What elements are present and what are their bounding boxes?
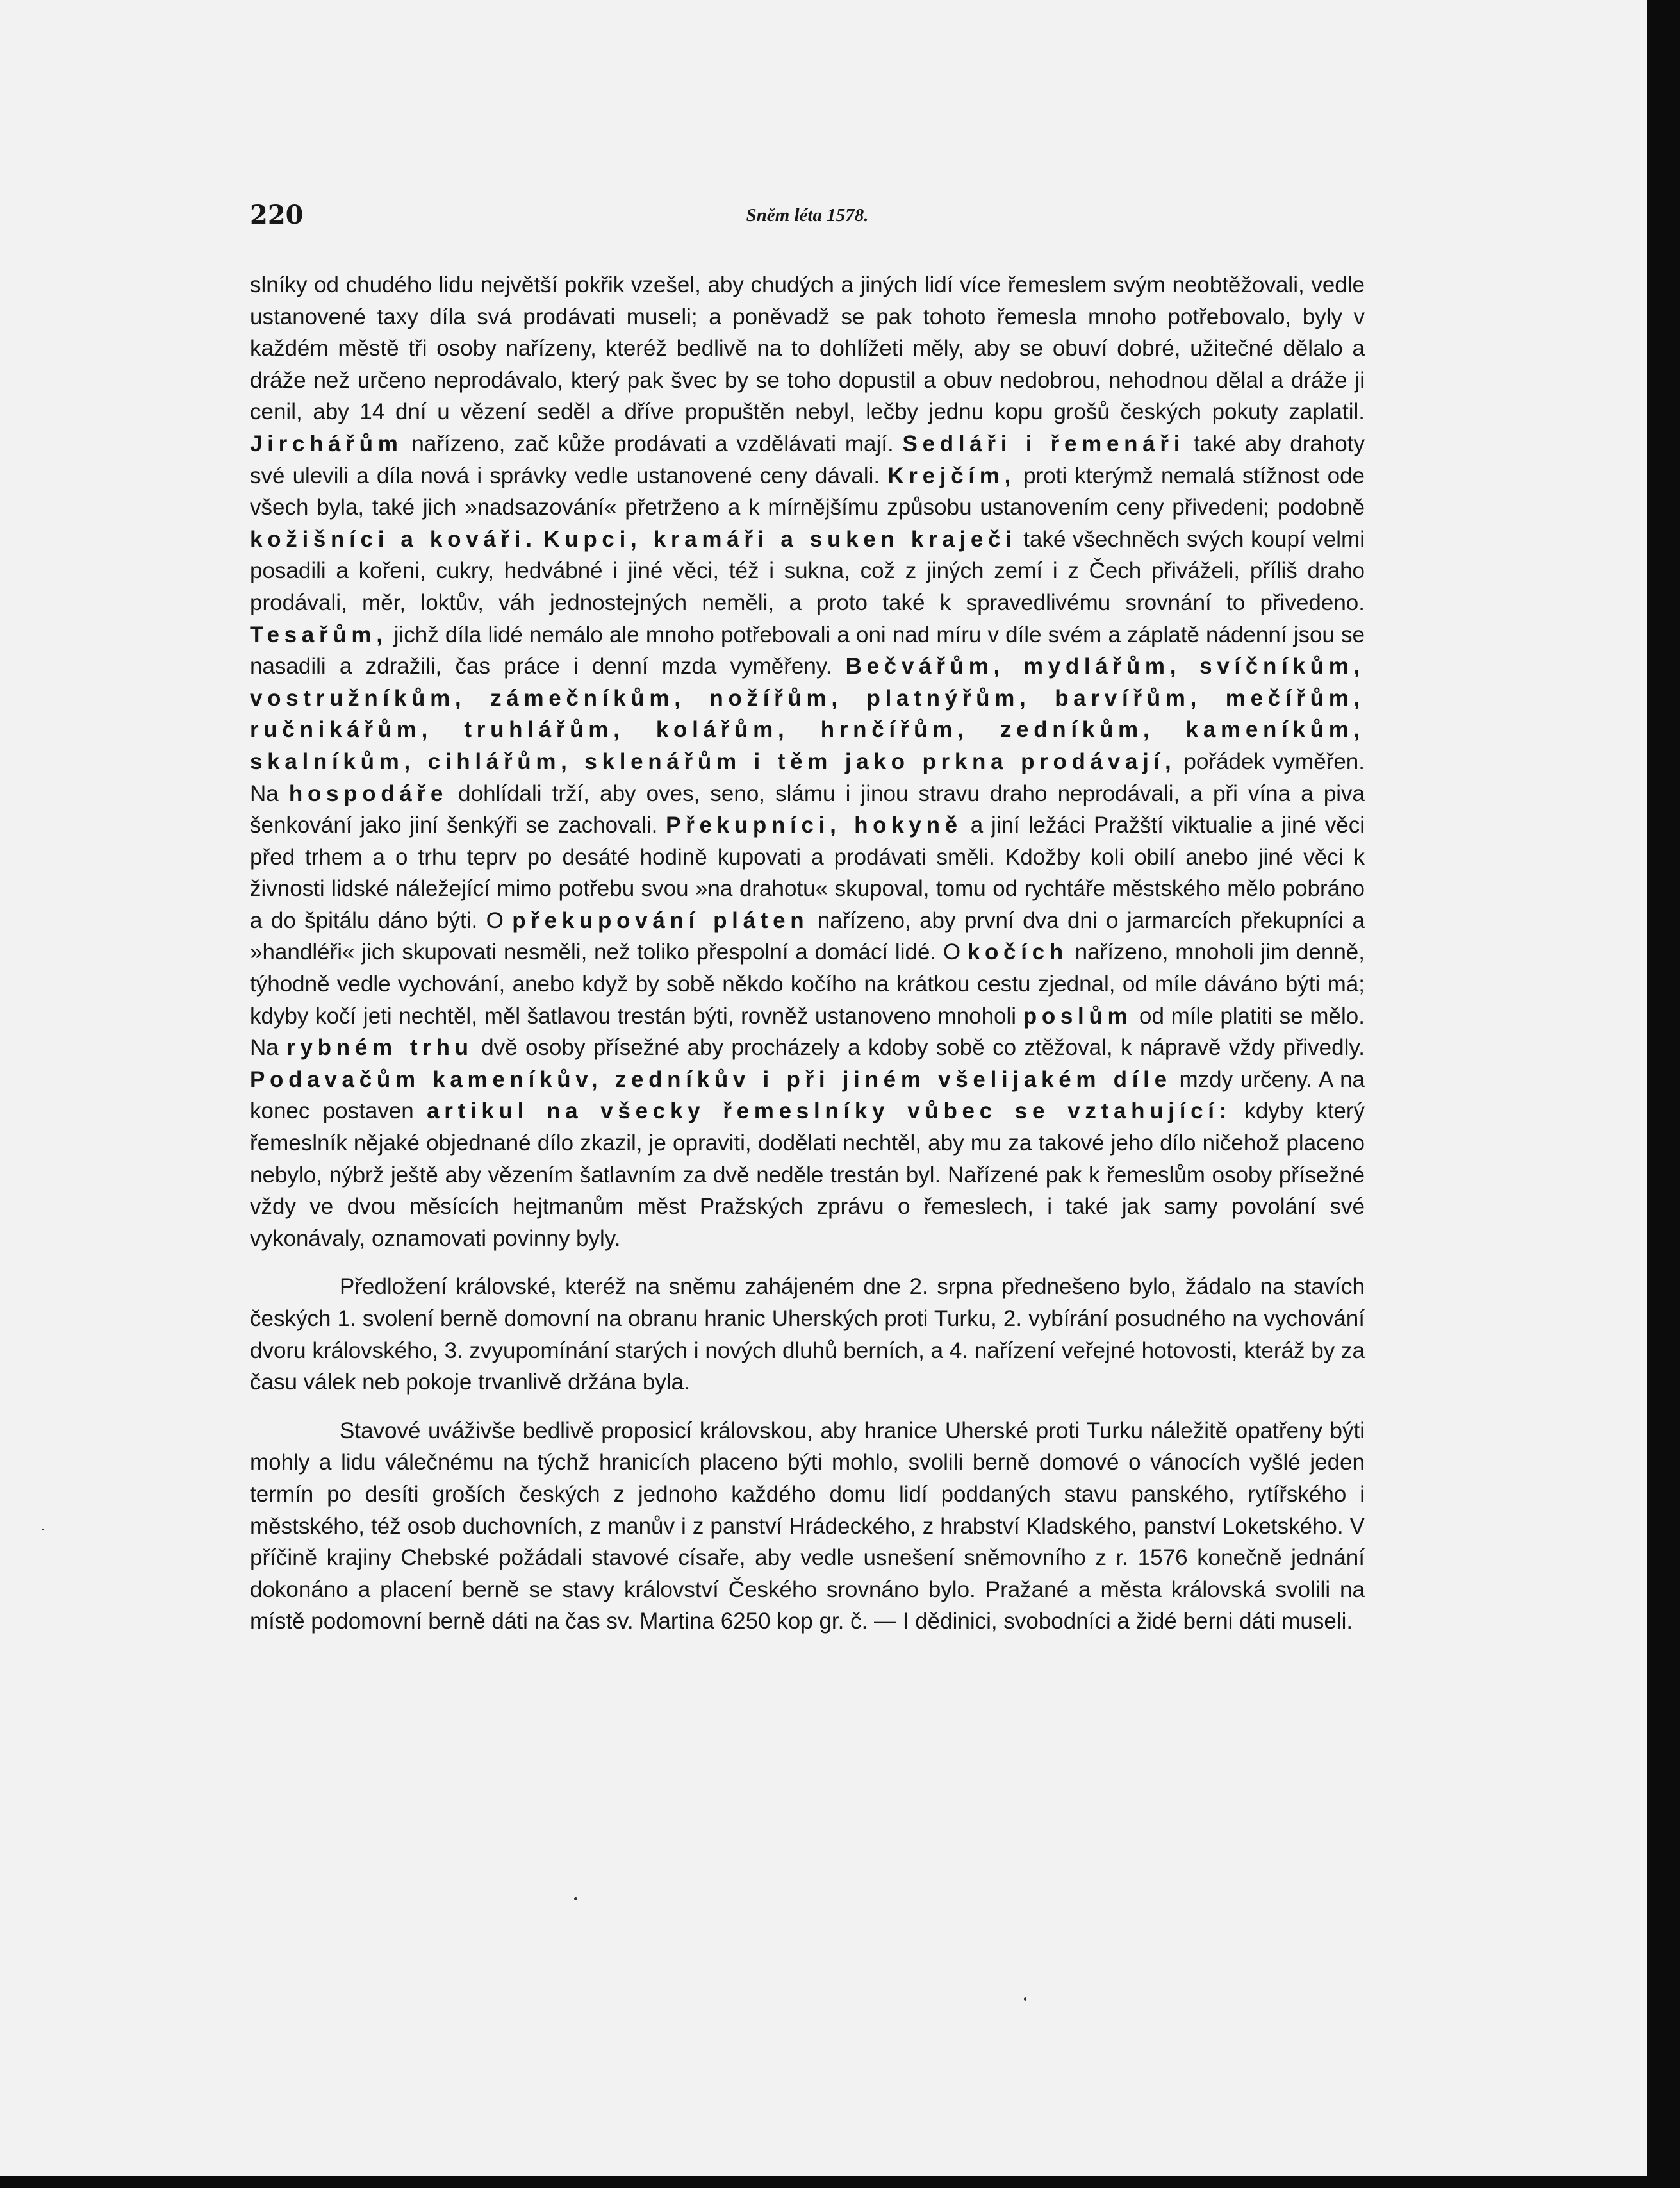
body-text bbox=[537, 527, 544, 552]
spaced-term: Bečvářům, mydlářům, svíčníkům, vostružníkům, zámečníkům, nožířům, platnýřům, barvířům, mečířům, ručnikářům, truhlářům, kolářům, hrnčířům, zedníkům, kameníkům, skalníkům, cihlářům, sklenářům i těm jako prkna prodávají, bbox=[250, 654, 1365, 774]
paragraph-royal-proposal: Předložení královské, kteréž na sněmu zahájeném dne 2. srpna přednešeno bylo, žádalo na stavích českých 1. svolení berně domovní na obranu hranic Uherských proti Turku, 2. vybírání posudného na vychování dvoru královského, 3. zvyupomínání starých i nových dluhů berních, a 4. nařízení veřejné hotovosti, kteráž by za času válek neb pokoje trvanlivě držána byla. bbox=[250, 1274, 1365, 1395]
body-text: od míle platiti se mělo. Na bbox=[250, 1003, 1365, 1061]
spaced-term: Sedláři i řemenáři bbox=[902, 431, 1185, 456]
body-text: jichž díla lidé nemálo ale mnoho potřebovali a oni nad míru v díle svém a záplatě nádenní jsou se nasadili a zdražili, čas práce i denní mzda vyměřeny. bbox=[250, 622, 1365, 679]
body-text: kdyby který řemeslník nějaké objednané dílo zkazil, je opraviti, dodělati nechtěl, aby mu za takové jeho dílo ničehož placeno nebylo, nýbrž ještě aby vězením šatlavním za dvě neděle trestán byl. Nařízené pak k řemeslům osoby přísežné vždy ve dvou měsících hejtmanům měst Pražských zprávu o řemeslech, i také jak samy povolání své vykonávaly, oznamovati povinny byly. bbox=[250, 1098, 1365, 1251]
page-number: 220 bbox=[250, 200, 304, 230]
scan-speck bbox=[1024, 1997, 1026, 2001]
running-title: Sněm léta 1578. bbox=[746, 205, 869, 226]
body-text: slníky od chudého lidu největší pokřik vzešel, aby chudých a jiných lidí více řemeslem svým neobtěžovali, vedle ustanovené taxy díla svá prodávati museli; a poněvadž se pak tohoto řemesla mnoho potřebovalo, byly v každém městě tři osoby nařízeny, kteréž bedlivě na to dohlížeti měly, aby se obuví dobré, užitečné dělalo a dráže než určeno neprodávalo, který pak švec by se toho dopustil a obuv nedobrou, nehodnou dělal a dráže ji cenil, aby 14 dní u vězení seděl a dříve propuštěn nebyl, lečby jednu kopu grošů českých pokuty zaplatil. bbox=[250, 272, 1365, 425]
spaced-term: hospodáře bbox=[288, 781, 449, 806]
scan-speck bbox=[42, 1529, 44, 1530]
page-header bbox=[250, 200, 1365, 238]
spaced-term: Překupníci, hokyně bbox=[666, 813, 962, 838]
spaced-term: Jirchářům bbox=[250, 431, 403, 456]
body-text: dohlídali trží, aby oves, seno, slámu i jinou stravu draho neprodávali, a při vína a piva šenkování jako jiní šenkýři se zachovali. bbox=[250, 781, 1365, 838]
body-text: také aby drahoty své ulevili a díla nová i správky vedle ustanovené ceny dávali. bbox=[250, 431, 1365, 488]
spaced-term: poslům bbox=[1023, 1003, 1133, 1029]
paragraph-crafts bbox=[250, 269, 1365, 1254]
body-text: proti kterýmž nemalá stížnost ode všech byla, také jich »nadsazování« přetrženo a k mírnějšímu způsobu ustanovením ceny přivedeni; podobně bbox=[250, 463, 1365, 520]
scan-speck bbox=[574, 1897, 577, 1900]
spaced-term: Podavačům kameníkův, zedníkův i při jiném všelijakém díle bbox=[250, 1066, 1172, 1092]
spaced-term: rybném trhu bbox=[286, 1035, 474, 1061]
spaced-term: artikul na všecky řemeslníky vůbec se vztahující: bbox=[427, 1098, 1232, 1124]
body-text: mzdy určeny. A na konec postaven bbox=[250, 1066, 1365, 1124]
body-text: a jiní ležáci Pražští viktualie a jiné věci před trhem a o trhu teprv po desáté hodině kupovati a prodávati směli. Kdožby koli obilí anebo jiné věci k živnosti lidské náležející mimo potřebu svou »na drahotu« skupoval, tomu od rychtáře městského mělo pobráno a do špitálu dáno býti. O bbox=[250, 813, 1365, 933]
paragraph-estates-response: Stavové uváživše bedlivě proposicí královskou, aby hranice Uherské proti Turku náležitě opatřeny býti mohly a lidu válečnému na týchž hranicích placeno býti mohlo, svolili berně domové o vánocích vyšlé jeden termín po desíti groších českých z jednoho každého domu lidí poddaných stavu panského, rytířského i městského, též osob duchovních, z manův i z panství Hrádeckého, z hrabství Kladského, panství Loketského. V příčině krajiny Chebské požádali stavové císaře, aby vedle usnešení sněmovního z r. 1576 konečně jednání dokonáno a placení berně se stavy království Českého srovnáno bylo. Pražané a města královská svolili na místě podomovní berně dáti na čas sv. Martina 6250 kop gr. č. — I dědinici, svobodníci a židé berni dáti museli. bbox=[250, 1418, 1365, 1634]
body-text: také všechněch svých koupí velmi posadili a kořeni, cukry, hedvábné i jiné věci, též i sukna, což z jiných zemí i z Čech přiváželi, příliš draho prodávali, měr, loktův, váh jednostejných neměli, a proto také k spravedlivému srovnání to přivedeno. bbox=[250, 526, 1365, 615]
spaced-term: kočích bbox=[967, 940, 1068, 965]
body-text: pořádek vyměřen. Na bbox=[250, 749, 1365, 806]
page-body bbox=[250, 269, 1365, 1637]
body-text: nařízeno, aby první dva dni o jarmarcích překupníci a »handléři« jich skupovati nesměli, než toliko přespolní a domácí lidé. O bbox=[250, 908, 1365, 965]
spaced-term: Kupci, kramáři a suken kraječi bbox=[543, 526, 1017, 552]
body-text: dvě osoby přísežné aby procházely a kdoby sobě co ztěžoval, k nápravě vždy přivedly. bbox=[473, 1035, 1365, 1061]
body-text: nařízeno, mnoholi jim denně, týhodně vedle vychování, anebo když by sobě někdo kočího na krátkou cestu zjednal, od míle dáváno býti má; kdyby kočí jeti nechtěl, měl šatlavou trestán býti, rovněž ustanoveno mnoholi bbox=[250, 940, 1365, 1029]
spaced-term: Tesařům, bbox=[250, 622, 388, 647]
spaced-term: Krejčím, bbox=[887, 463, 1016, 488]
spaced-term: kožišníci a kováři. bbox=[250, 526, 537, 552]
spaced-term: překupování pláten bbox=[512, 908, 809, 933]
body-text: nařízeno, zač kůže prodávati a vzdělávati mají. bbox=[402, 431, 903, 456]
